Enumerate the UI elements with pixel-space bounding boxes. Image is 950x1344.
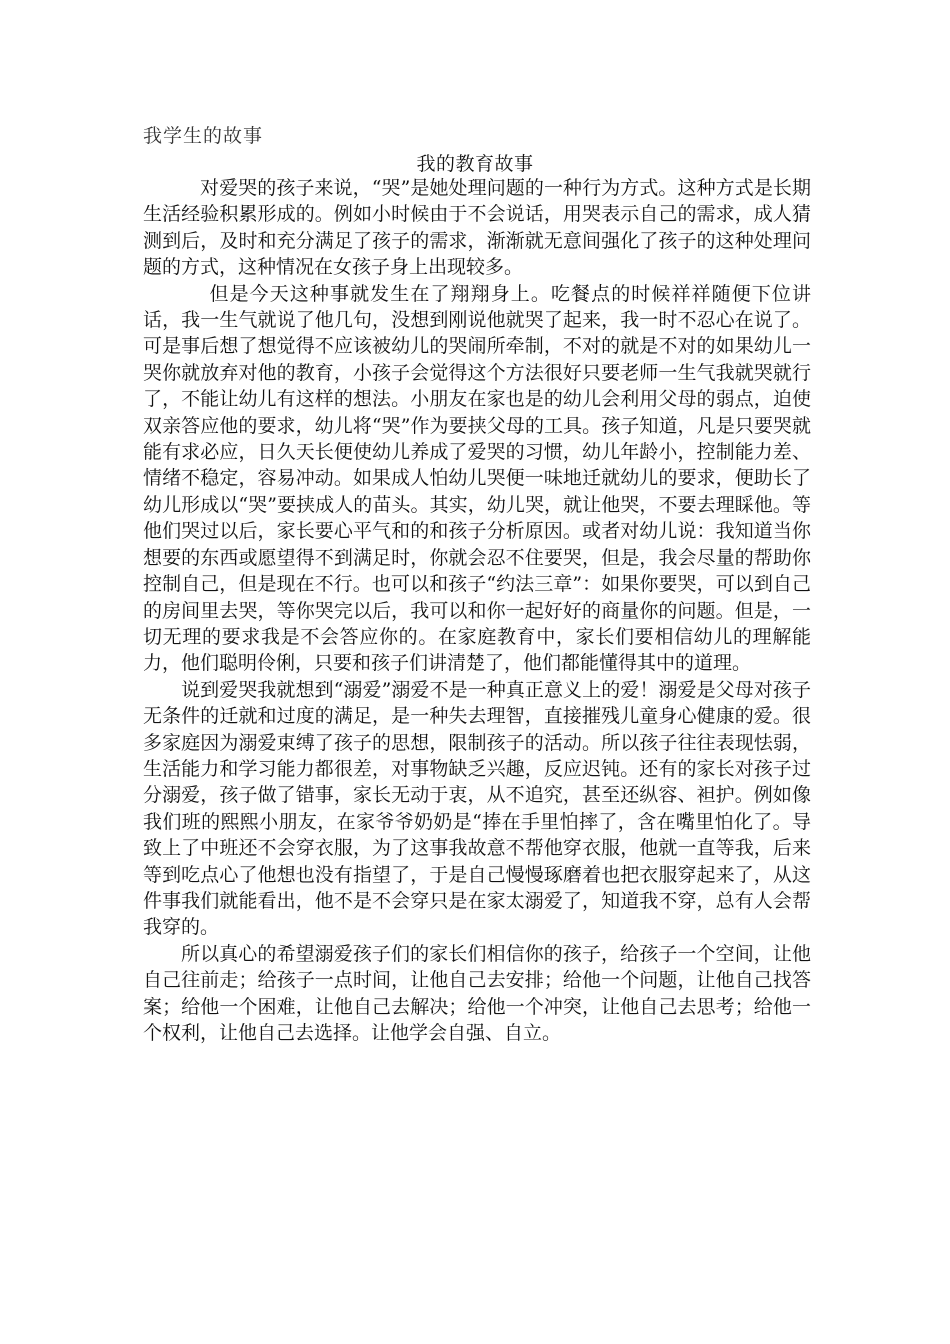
page-header: 我学生的故事 bbox=[143, 125, 264, 147]
paragraph-4: 所以真心的希望溺爱孩子们的家长们相信你的孩子，给孩子一个空间，让他自己往前走；给孩子一点时间，让他自己去安排；给他一个问题，让他自己找答案；给他一个困难，让他自己去解决；给他一个冲突，让他自己去思考；给他一个权利，让他自己去选择。让他学会自强、自立。 bbox=[143, 942, 811, 1044]
document-body bbox=[143, 175, 811, 1046]
paragraph-1: 对爱哭的孩子来说，“哭”是她处理问题的一种行为方式。这种方式是长期生活经验积累形成的。例如小时候由于不会说话，用哭表示自己的需求，成人猜测到后，及时和充分满足了孩子的需求，渐渐就无意间强化了孩子的这种处理问题的方式，这种情况在女孩子身上出现较多。 bbox=[143, 177, 811, 279]
paragraph-2: 但是今天这种事就发生在了翔翔身上。吃餐点的时候祥祥随便下位讲话，我一生气就说了他几句，没想到刚说他就哭了起来，我一时不忍心在说了。可是事后想了想觉得不应该被幼儿的哭闹所牵制，不对的就是不对的如果幼儿一哭你就放弃对他的教育，小孩子会觉得这个方法很好只要老师一生气我就哭就行了，不能让幼儿有这样的想法。小朋友在家也是的幼儿会利用父母的弱点，迫使双亲答应他的要求，幼儿将“哭”作为要挟父母的工具。孩子知道，凡是只要哭就能有求必应，日久天长便使幼儿养成了爱哭的习惯，幼儿年龄小，控制能力差、情绪不稳定，容易冲动。如果成人怕幼儿哭便一味地迁就幼儿的要求，便助长了幼儿形成以“哭”要挟成人的苗头。其实，幼儿哭，就让他哭，不要去理睬他。等他们哭过以后，家长要心平气和的和孩子分析原因。或者对幼儿说：我知道当你想要的东西或愿望得不到满足时，你就会忍不住要哭，但是，我会尽量的帮助你控制自己，但是现在不行。也可以和孩子“约法三章”：如果你要哭，可以到自己的房间里去哭，等你哭完以后，我可以和你一起好好的商量你的问题。但是，一切无理的要求我是不会答应你的。在家庭教育中，家长们要相信幼儿的理解能力，他们聪明伶俐，只要和孩子们讲清楚了，他们都能懂得其中的道理。 bbox=[143, 282, 811, 675]
paragraph-3: 说到爱哭我就想到“溺爱”溺爱不是一种真正意义上的爱！溺爱是父母对孩子无条件的迁就和过度的满足，是一种失去理智，直接摧残儿童身心健康的爱。很多家庭因为溺爱束缚了孩子的思想，限制孩子的活动。所以孩子往往表现怯弱，生活能力和学习能力都很差，对事物缺乏兴趣，反应迟钝。还有的家长对孩子过分溺爱，孩子做了错事，家长无动于衷，从不追究，甚至还纵容、袒护。例如像我们班的熙熙小朋友，在家爷爷奶奶是“捧在手里怕摔了，含在嘴里怕化了。导致上了中班还不会穿衣服，为了这事我故意不帮他穿衣服，他就一直等我，后来等到吃点心了他想也没有指望了，于是自己慢慢琢磨着也把衣服穿起来了，从这件事我们就能看出，他不是不会穿只是在家太溺爱了，知道我不穿，总有人会帮我穿的。 bbox=[143, 678, 811, 939]
document-title: 我的教育故事 bbox=[416, 153, 534, 175]
